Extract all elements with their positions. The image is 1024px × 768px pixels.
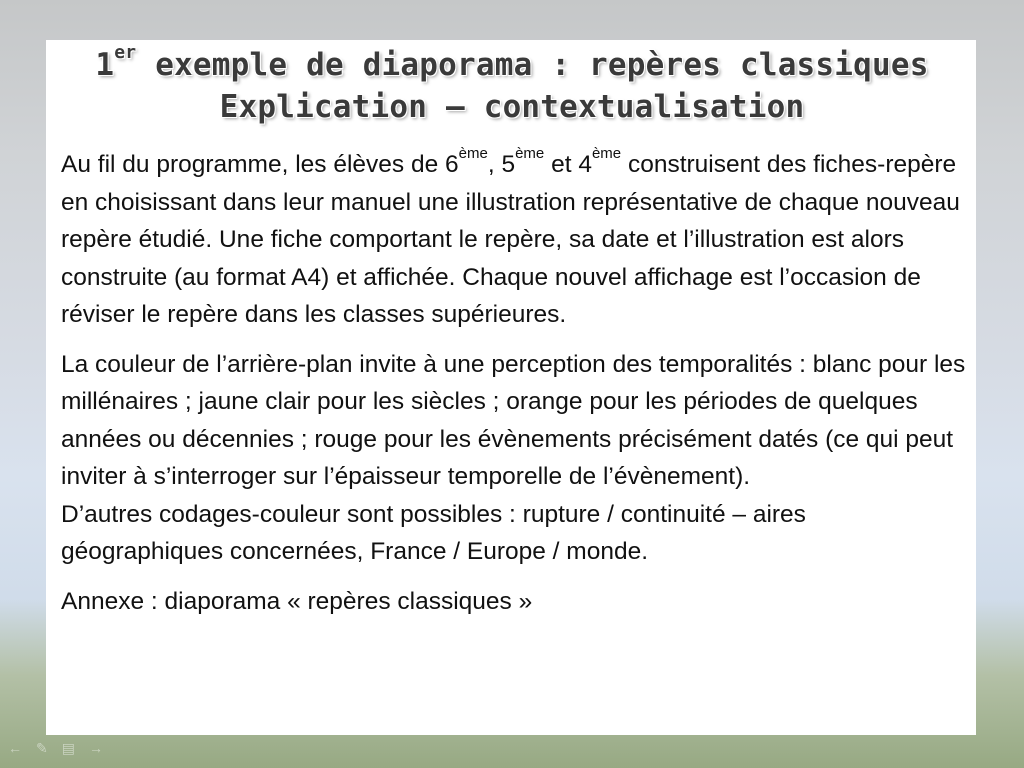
- pen-icon[interactable]: ✎: [36, 739, 48, 756]
- title-line-2: Explication – contextualisation: [219, 89, 805, 125]
- slide-body: [61, 146, 966, 632]
- p1-text-a: Au fil du programme, les élèves de 6: [61, 151, 459, 178]
- title-superscript: er: [114, 42, 137, 63]
- title-text: exemple de diaporama : repères classiques: [136, 47, 929, 83]
- p2-text: La couleur de l’arrière-plan invite à une perception des temporalités : blanc pour les millénaires ; jaune clair pour les siècles ; orange pour les périodes de quelques années ou décennies ; rouge pour les évènements précisément datés (ce qui peut inviter à s’interroger sur l’épaisseur temporelle de l’évènement).: [61, 350, 966, 490]
- p1-text-c: et 4: [544, 151, 592, 178]
- p1-text-d: construisent des fiches-repère en choisissant dans leur manuel une illustration représentative de chaque nouveau repère étudié. Une fiche comportant le repère, sa date et l’illustration est alors construite (au format A4) et affichée. Chaque nouvel affichage est l’occasion de réviser le repère dans les classes supérieures.: [61, 151, 960, 328]
- title-number: 1: [95, 47, 115, 83]
- slideshow-nav: [8, 738, 103, 758]
- paragraph-1: [61, 146, 966, 334]
- p1-sup-1: ème: [458, 145, 488, 162]
- p2-text-b: D’autres codages-couleur sont possibles : rupture / continuité – aires géographiques concernées, France / Europe / monde.: [61, 500, 806, 565]
- next-arrow-icon[interactable]: →: [88, 740, 103, 756]
- p1-sup-3: ème: [591, 145, 622, 162]
- paragraph-2: [61, 346, 966, 571]
- previous-arrow-icon[interactable]: ←: [8, 740, 22, 756]
- paragraph-3: Annexe : diaporama « repères classiques »: [61, 587, 533, 615]
- title-line-1: [0, 44, 1024, 86]
- p1-sup-2: ème: [515, 145, 545, 162]
- p1-text-b: , 5: [487, 151, 516, 178]
- slide-title: [0, 44, 1024, 128]
- menu-icon[interactable]: ▤: [61, 739, 75, 756]
